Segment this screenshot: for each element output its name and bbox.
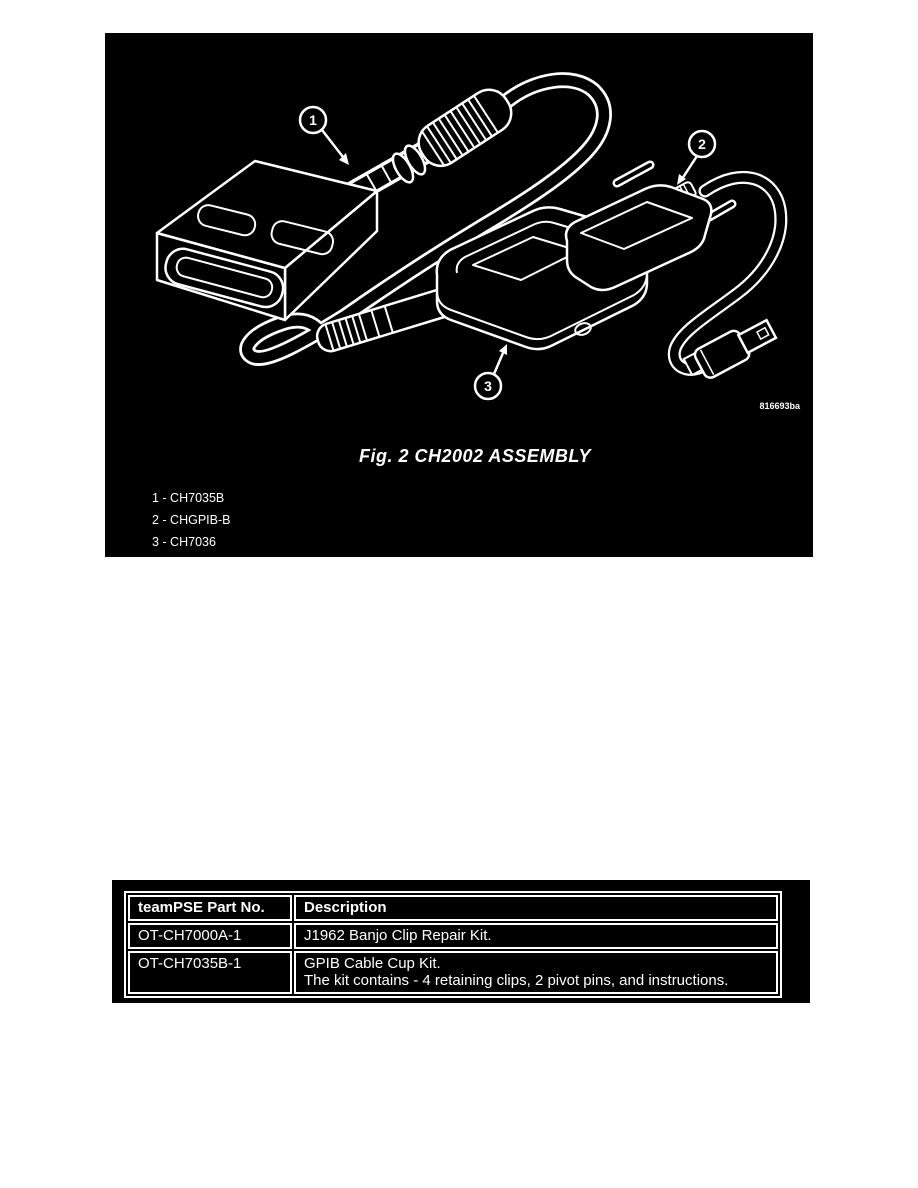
- description-line-2: The kit contains - 4 retaining clips, 2 pivot pins, and instructions.: [304, 972, 729, 989]
- legend-item-3: 3 - CH7036: [152, 535, 216, 549]
- callout-2: [677, 131, 715, 185]
- callout-2-number: 2: [698, 136, 706, 152]
- callout-1-number: 1: [309, 112, 317, 128]
- description-line-1: GPIB Cable Cup Kit.: [304, 955, 441, 972]
- figure-legend: [152, 491, 231, 557]
- table-row: [128, 951, 778, 994]
- parts-table-panel: [112, 880, 810, 1003]
- legend-item-1: 1 - CH7035B: [152, 491, 225, 505]
- header-description: Description: [294, 895, 778, 921]
- legend-item-2: 2 - CHGPIB-B: [152, 513, 231, 527]
- coil-boot: [411, 82, 519, 173]
- header-part-no: teamPSE Part No.: [128, 895, 292, 921]
- figure-caption: Fig. 2 CH2002 ASSEMBLY: [358, 446, 592, 466]
- parts-table-header-row: [128, 895, 778, 921]
- cell-part-no: OT-CH7035B-1: [128, 951, 292, 994]
- figure-panel: [105, 33, 813, 557]
- assembly-illustration: [105, 33, 813, 557]
- callout-3: [475, 344, 507, 399]
- figure-code: 816693ba: [759, 401, 800, 411]
- cell-part-no: OT-CH7000A-1: [128, 923, 292, 949]
- callout-1: [300, 107, 349, 165]
- callout-3-number: 3: [484, 378, 492, 394]
- cell-description: [294, 951, 778, 994]
- table-row: [128, 923, 778, 949]
- cell-description: J1962 Banjo Clip Repair Kit.: [294, 923, 778, 949]
- parts-table: [124, 891, 782, 998]
